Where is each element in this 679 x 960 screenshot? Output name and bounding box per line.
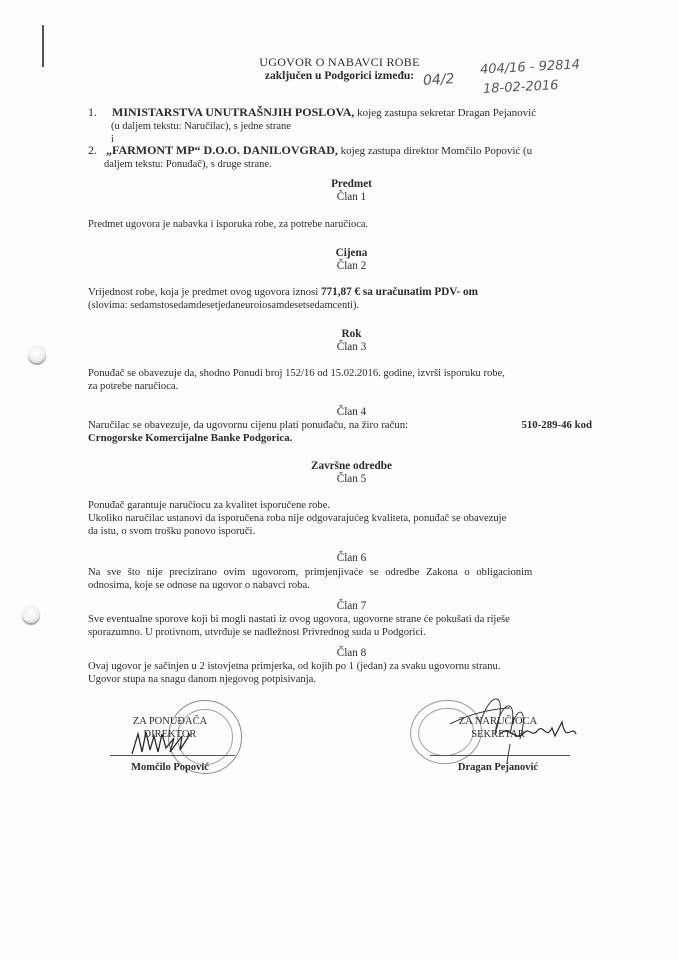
signature-left-role: DIREKTOR (143, 729, 197, 740)
party-name: MINISTARSTVA UNUTRAŠNJIH POSLOVA, (112, 105, 355, 119)
party-connector: i (111, 134, 114, 145)
article-8: Član 8 (336, 647, 367, 659)
article-5-line3: da istu, o svom trošku ponovo isporuči. (88, 526, 256, 537)
article-8-line2: Ugovor stupa na snagu danom njegovog potpisivanja. (88, 674, 317, 685)
signature-right-role: SEKRETAR (471, 729, 525, 740)
signature-left-label: ZA PONUĐAČA (132, 716, 208, 727)
signature-scribble-left (130, 728, 200, 758)
handwritten-date: 18-02-2016 (482, 78, 559, 97)
section-heading-cijena: Cijena (335, 247, 368, 259)
handwritten-number: 404/16 - 92814 (479, 57, 581, 78)
article-7: Član 7 (336, 600, 367, 612)
article-1-text: Predmet ugovora je nabavka i isporuka robe, za potrebe naručioca. (88, 219, 369, 230)
signature-right-line (430, 755, 570, 756)
article-5: Član 5 (336, 473, 367, 485)
party-1-line2: (u daljem tekstu: Naručilac), s jedne strane (111, 121, 291, 132)
article-5-line1: Ponuđač garantuje naručiocu za kvalitet isporučene robe. (88, 500, 331, 511)
document-title: UGOVOR O NABAVCI ROBE (259, 55, 420, 69)
bank-account: 510-289-46 kod (521, 419, 592, 431)
signature-left-line (110, 755, 235, 756)
article-6: Član 6 (336, 552, 367, 564)
price-amount: 771,87 € sa uračunatim PDV- om (320, 286, 478, 298)
party-number: 2. (88, 143, 97, 157)
article-6-line1: Na sve što nije precizirano ovim ugovorom, primjenjivaće se odredbe Zakona o obligacionim (88, 567, 533, 578)
article-3: Član 3 (336, 341, 367, 353)
article-7-line2: sporazumno. U protivnom, utvrđuje se nadležnost Privrednog suda u Podgorici. (88, 627, 426, 638)
article-5-line2: Ukoliko naručilac ustanovi da isporučena roba nije odgovarajućeg kvaliteta, ponuđač se obavezuje (88, 513, 507, 524)
party-1 (88, 106, 536, 120)
section-heading-rok: Rok (341, 328, 362, 340)
signature-right-name: Dragan Pejanović (457, 762, 539, 773)
article-3-line1: Ponuđač se obavezuje da, shodno Ponudi broj 152/16 od 15.02.2016. godine, izvrši isporuku robe, (88, 368, 505, 379)
party-number: 1. (88, 105, 97, 119)
signature-right-label: ZA NARUČIOCA (458, 716, 538, 727)
section-heading-zavrsne-odredbe: Završne odredbe (311, 460, 392, 472)
article-7-line1: Sve eventualne sporove koji bi mogli nastati iz ovog ugovora, ugovorne strane će pokušati da riješe (88, 614, 510, 625)
handwritten-ref: 04/2 (422, 71, 455, 89)
document-subtitle: zaključen u Podgorici između: (264, 70, 415, 82)
party-2 (88, 144, 532, 158)
party-name: „FARMONT MP“ D.O.O. DANILOVGRAD, (106, 143, 338, 157)
article-1: Član 1 (336, 191, 367, 203)
party-text: kojeg zastupa sekretar Dragan Pejanović (354, 107, 537, 119)
article-6-line2: odnosima, koje se odnose na ugovor o nabavci roba. (88, 580, 310, 591)
price-in-words: (slovima: sedamstosedamdesetjedaneuroiosamdesetsedamcenti). (88, 300, 360, 311)
signature-scribble-right (440, 694, 580, 764)
article-4-line1 (88, 419, 592, 432)
article-8-line1: Ovaj ugovor je sačinjen u 2 istovjetna primjerka, od kojih po 1 (jedan) za svaku ugovornu stranu. (88, 661, 501, 672)
article-2: Član 2 (336, 260, 367, 272)
party-2-line2: daljem tekstu: Ponuđač), s druge strane. (104, 159, 272, 170)
article-3-line2: za potrebe naručioca. (88, 381, 179, 392)
signature-left-name: Momčilo Popović (131, 762, 209, 773)
party-text: kojeg zastupa direktor Momčilo Popović (u (337, 145, 533, 157)
payment-text: Naručilac se obavezuje, da ugovornu cijenu platí ponuđaču, na žiro račun: (88, 419, 409, 431)
article-4: Član 4 (336, 406, 367, 418)
bank-name: Crnogorske Komercijalne Banke Podgorica. (88, 432, 293, 444)
article-2-text (88, 286, 478, 299)
section-heading-predmet: Predmet (331, 178, 372, 190)
price-text: Vrijednost robe, koja je predmet ovog ugovora iznosi (88, 286, 321, 298)
